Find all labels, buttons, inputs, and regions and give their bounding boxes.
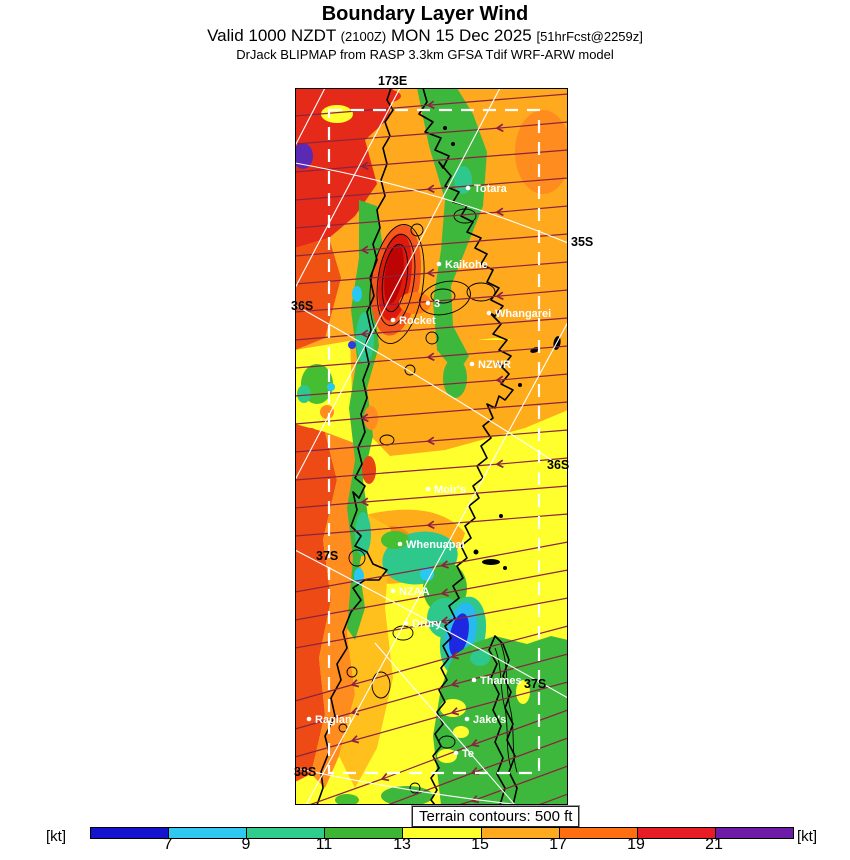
place-marker-whangarei (487, 311, 492, 316)
model-line: DrJack BLIPMAP from RASP 3.3km GFSA Tdif WRF-ARW model (236, 47, 614, 62)
place-marker-jake-s (465, 717, 470, 722)
place-label-raglan: Raglan (315, 714, 352, 726)
valid-zulu: (2100Z) (340, 29, 387, 44)
colorbar-unit-right: [kt] (797, 828, 818, 845)
colorbar-tick-21: 21 (705, 836, 723, 853)
valid-prefix: Valid 1000 NZDT (207, 26, 336, 45)
colorbar-tick-19: 19 (627, 836, 645, 853)
place-label-moir-s: Moir's (434, 484, 466, 496)
place-label-kaikohe: Kaikohe (445, 259, 488, 271)
header (0, 2, 850, 62)
latlon-label-173e-0: 173E (378, 74, 408, 88)
place-marker-whenuapai (398, 542, 403, 547)
place-label-nzwr: NZWR (478, 359, 511, 371)
place-label-whangarei: Whangarei (495, 308, 552, 320)
place-marker-nzwr (470, 362, 475, 367)
place-label-nzaa: NZAA (399, 586, 430, 598)
place-marker-nzaa (391, 589, 396, 594)
terrain-note (412, 806, 579, 827)
colorbar-tick-9: 9 (241, 836, 251, 853)
valid-date: MON 15 Dec 2025 (390, 26, 532, 45)
latlon-label-37s-4: 37S (316, 549, 339, 563)
colorbar-tick-17: 17 (549, 836, 567, 853)
place-marker-te (454, 751, 459, 756)
place-label-whenuapai: Whenuapai (406, 539, 465, 551)
place-label-rocket: Rocket (399, 315, 436, 327)
latlon-label-38s-6: 38S (294, 765, 317, 779)
colorbar-ticks (90, 836, 792, 854)
latlon-label-36s-2: 36S (291, 299, 314, 313)
colorbar-unit-left: [kt] (46, 828, 67, 845)
place-label-te: Te (462, 748, 475, 760)
terrain-note-text: Terrain contours: 500 ft (419, 808, 573, 825)
place-marker-moir-s (426, 487, 431, 492)
colorbar-tick-11: 11 (315, 836, 333, 853)
place-marker-thames (472, 678, 477, 683)
place-marker-raglan (307, 717, 312, 722)
place-label-3: 3 (434, 298, 441, 310)
place-label-totara: Totara (474, 183, 507, 195)
latlon-label-37s-5: 37S (524, 677, 547, 691)
colorbar-tick-15: 15 (471, 836, 489, 853)
wind-map (295, 88, 568, 805)
place-marker-3 (426, 301, 431, 306)
wind-map-svg (295, 88, 568, 805)
place-marker-totara (466, 186, 471, 191)
place-label-thames: Thames (480, 675, 522, 687)
page-title: Boundary Layer Wind (321, 3, 529, 25)
forecast-tag: [51hrFcst@2259z] (536, 29, 643, 44)
latlon-label-36s-3: 36S (547, 458, 570, 472)
colorbar-tick-13: 13 (393, 836, 411, 853)
place-label-jake-s: Jake's (473, 714, 507, 726)
colorbar-tick-7: 7 (163, 836, 173, 853)
place-label-drury: Drury (412, 618, 442, 630)
place-marker-kaikohe (437, 262, 442, 267)
place-marker-drury (404, 621, 409, 626)
valid-time-line (0, 26, 850, 47)
latlon-label-35s-1: 35S (571, 235, 594, 249)
place-marker-rocket (391, 318, 396, 323)
